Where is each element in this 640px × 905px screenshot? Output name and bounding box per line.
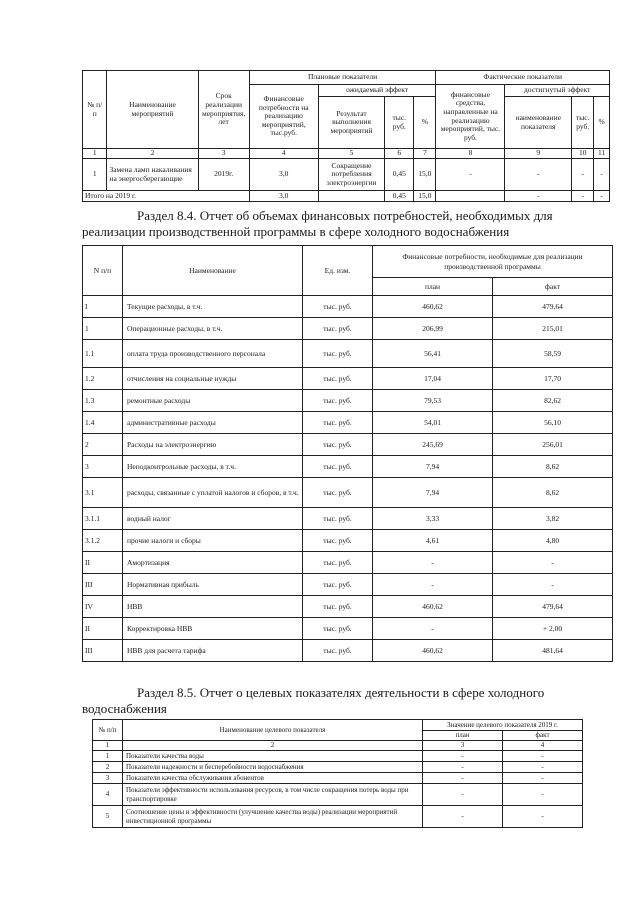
- table-row: [83, 478, 613, 508]
- header-fin-needs: Финансовые потребности на реализацию мероприятий, тыс.руб.: [249, 85, 318, 149]
- col-number: 2: [107, 149, 198, 159]
- row-num: 3.1.1: [83, 508, 123, 530]
- row-num: 3: [83, 456, 123, 478]
- section-8-4-title: Раздел 8.4. Отчет об объемах финансовых потребностей, необходимых для реализации производственной программы в сфере холодного водоснабжения: [82, 208, 553, 239]
- total-pct: 15,0: [414, 191, 436, 202]
- row-num: III: [83, 574, 123, 596]
- table-row: [93, 773, 583, 784]
- header-plan: план: [423, 731, 503, 741]
- column-numbers-row: [93, 741, 583, 751]
- row-num: IV: [83, 596, 123, 618]
- row-fact: 8,62: [493, 456, 613, 478]
- header-unit: Ед. изм.: [303, 246, 373, 296]
- header-fin-means: финансовые средства, направленные на реализацию мероприятий, тыс. руб.: [436, 85, 505, 149]
- row-plan: 245,69: [373, 434, 493, 456]
- row-num: 1: [83, 318, 123, 340]
- row-pct: 15,0: [414, 159, 436, 191]
- row-plan: -: [423, 762, 503, 773]
- row-name: Нормативная прибыль: [123, 574, 303, 596]
- col-number: 3: [198, 149, 249, 159]
- table-row: [83, 596, 613, 618]
- table-row: [93, 784, 583, 806]
- row-fact: 215,01: [493, 318, 613, 340]
- header-num: N п/п: [83, 246, 123, 296]
- row-fact: 8,62: [493, 478, 613, 508]
- row-name: отчисления на социальные нужды: [123, 368, 303, 390]
- table-row: [83, 390, 613, 412]
- row-name: Показатели качества воды: [123, 751, 423, 762]
- row-plan: 54,01: [373, 412, 493, 434]
- col-number: 11: [594, 149, 610, 159]
- row-fact: 4,80: [493, 530, 613, 552]
- row-num: 5: [93, 806, 123, 828]
- row-name: прочие налоги и сборы: [123, 530, 303, 552]
- row-fact: -: [493, 552, 613, 574]
- row-name: Текущие расходы, в т.ч.: [123, 296, 303, 318]
- header-result: Результат выполнения мероприятий: [318, 97, 385, 149]
- row-num: I: [83, 296, 123, 318]
- row-pct2: -: [594, 159, 610, 191]
- header-plan: план: [373, 278, 493, 296]
- row-fact: -: [503, 751, 583, 762]
- row-fact: -: [493, 574, 613, 596]
- row-plan: 56,41: [373, 340, 493, 368]
- row-unit: тыс. руб.: [303, 574, 373, 596]
- row-num: II: [83, 552, 123, 574]
- financial-needs-table: [82, 245, 613, 662]
- row-fin: 3,0: [249, 159, 318, 191]
- row-name: Показатели качества обслуживания абонентов: [123, 773, 423, 784]
- row-plan: 460,62: [373, 640, 493, 662]
- header-name: Наименование мероприятий: [107, 71, 198, 149]
- row-fact: 479,64: [493, 296, 613, 318]
- row-unit: тыс. руб.: [303, 434, 373, 456]
- row-fact: -: [503, 773, 583, 784]
- table-row: [93, 751, 583, 762]
- row-plan: 17,04: [373, 368, 493, 390]
- col-number: 4: [503, 741, 583, 751]
- row-plan: -: [423, 773, 503, 784]
- row-name: водный налог: [123, 508, 303, 530]
- row-num: 1.3: [83, 390, 123, 412]
- col-number: 10: [572, 149, 594, 159]
- row-num: 1.2: [83, 368, 123, 390]
- row-name: административные расходы: [123, 412, 303, 434]
- col-number: 4: [249, 149, 318, 159]
- row-fact: 56,10: [493, 412, 613, 434]
- row-num: 1: [93, 751, 123, 762]
- table-row: [83, 640, 613, 662]
- header-indicator-name: наименование показателя: [505, 97, 572, 149]
- row-unit: тыс. руб.: [303, 478, 373, 508]
- table-row: [83, 618, 613, 640]
- row-plan: -: [423, 784, 503, 806]
- row-num: 3.1.2: [83, 530, 123, 552]
- row-plan: 460,62: [373, 596, 493, 618]
- header-percent: %: [414, 97, 436, 149]
- row-num: 2: [93, 762, 123, 773]
- total-tys2: -: [572, 191, 594, 202]
- total-fin: 3,0: [249, 191, 318, 202]
- table-row: [83, 159, 610, 191]
- header-num: № п/п: [93, 720, 123, 741]
- row-num: 1.1: [83, 340, 123, 368]
- row-fact: 481,64: [493, 640, 613, 662]
- total-label: Итого на 2019 г.: [83, 191, 250, 202]
- col-number: 9: [505, 149, 572, 159]
- row-fin-means: -: [436, 159, 505, 191]
- table-row: [83, 574, 613, 596]
- row-plan: 460,62: [373, 296, 493, 318]
- table-row: [83, 368, 613, 390]
- col-number: 1: [93, 741, 123, 751]
- row-unit: тыс. руб.: [303, 318, 373, 340]
- col-number: 8: [436, 149, 505, 159]
- row-name: Операционные расходы, в т.ч.: [123, 318, 303, 340]
- row-name: ремонтные расходы: [123, 390, 303, 412]
- row-unit: тыс. руб.: [303, 368, 373, 390]
- row-name: Показатели надежности и бесперебойности водоснабжения: [123, 762, 423, 773]
- row-name: Соотношение цены и эффективности (улучшение качества воды) реализации мероприятий инвестиционной программы: [123, 806, 423, 828]
- table-row: [93, 762, 583, 773]
- row-name: оплата труда производственного персонала: [123, 340, 303, 368]
- table-row: [83, 412, 613, 434]
- row-name: Корректировка НВВ: [123, 618, 303, 640]
- row-num: 1.4: [83, 412, 123, 434]
- header-fact: факт: [503, 731, 583, 741]
- col-number: 2: [123, 741, 423, 751]
- row-unit: тыс. руб.: [303, 618, 373, 640]
- row-fact: 3,82: [493, 508, 613, 530]
- row-num: 3.1: [83, 478, 123, 508]
- table-row: [83, 552, 613, 574]
- measures-table: [82, 70, 610, 202]
- row-plan: 3,33: [373, 508, 493, 530]
- row-term: 2019г.: [198, 159, 249, 191]
- total-indicator: -: [505, 191, 572, 202]
- row-fact: 58,59: [493, 340, 613, 368]
- header-name: Наименование целевого показателя: [123, 720, 423, 741]
- row-num: II: [83, 618, 123, 640]
- table-row: [83, 340, 613, 368]
- header-tys-rub: тыс. руб.: [385, 97, 414, 149]
- row-fact: 17,70: [493, 368, 613, 390]
- column-numbers-row: [83, 149, 610, 159]
- row-name: Амортизация: [123, 552, 303, 574]
- row-tys2: -: [572, 159, 594, 191]
- row-name: Расходы на электроэнергию: [123, 434, 303, 456]
- table-row: [83, 318, 613, 340]
- col-number: 1: [83, 149, 107, 159]
- header-fact: факт: [493, 278, 613, 296]
- header-name: Наименование: [123, 246, 303, 296]
- row-plan: -: [423, 751, 503, 762]
- total-tys: 0,45: [385, 191, 414, 202]
- total-fin-means: [436, 191, 505, 202]
- row-unit: тыс. руб.: [303, 390, 373, 412]
- row-plan: -: [373, 552, 493, 574]
- col-number: 7: [414, 149, 436, 159]
- header-planned-group: Плановые показатели: [249, 71, 436, 85]
- row-fact: 479,64: [493, 596, 613, 618]
- row-num: 2: [83, 434, 123, 456]
- row-tys: 0,45: [385, 159, 414, 191]
- header-expected-effect: ожидаемый эффект: [318, 85, 436, 97]
- section-8-5-title: Раздел 8.5. Отчет о целевых показателях деятельности в сфере холодного водоснабжения: [82, 685, 545, 716]
- row-plan: 7,94: [373, 478, 493, 508]
- row-unit: тыс. руб.: [303, 340, 373, 368]
- row-name: расходы, связанные с уплатой налогов и сборов, в т.ч.: [123, 478, 303, 508]
- row-plan: -: [373, 618, 493, 640]
- row-plan: 4,61: [373, 530, 493, 552]
- row-num: 1: [83, 159, 107, 191]
- table-row: [83, 456, 613, 478]
- row-unit: тыс. руб.: [303, 530, 373, 552]
- row-plan: -: [423, 806, 503, 828]
- row-num: 3: [93, 773, 123, 784]
- row-fact: -: [503, 784, 583, 806]
- table-row: [83, 508, 613, 530]
- header-value-group: Значение целевого показателя 2019 г.: [423, 720, 583, 731]
- row-unit: тыс. руб.: [303, 296, 373, 318]
- row-name: НВВ для расчета тарифа: [123, 640, 303, 662]
- header-fin-group: Финансовые потребности, необходимые для реализации производственной программы: [373, 246, 613, 278]
- row-num: III: [83, 640, 123, 662]
- header-term: Срок реализации мероприятия, лет: [198, 71, 249, 149]
- col-number: 6: [385, 149, 414, 159]
- table-row: [83, 434, 613, 456]
- row-unit: тыс. руб.: [303, 640, 373, 662]
- header-actual-group: Фактические показатели: [436, 71, 610, 85]
- row-name: Неподконтрольные расходы, в т.ч.: [123, 456, 303, 478]
- row-plan: -: [373, 574, 493, 596]
- row-unit: тыс. руб.: [303, 508, 373, 530]
- row-indicator: -: [505, 159, 572, 191]
- col-number: 5: [318, 149, 385, 159]
- col-number: 3: [423, 741, 503, 751]
- header-tys-rub-2: тыс. руб.: [572, 97, 594, 149]
- total-result: [318, 191, 385, 202]
- row-fact: 82,62: [493, 390, 613, 412]
- total-row: [83, 191, 610, 202]
- header-achieved-effect: достигнутый эффект: [505, 85, 610, 97]
- table-row: [83, 296, 613, 318]
- row-fact: -: [503, 762, 583, 773]
- row-unit: тыс. руб.: [303, 456, 373, 478]
- row-result: Сокращение потребления электроэнергии: [318, 159, 385, 191]
- header-percent-2: %: [594, 97, 610, 149]
- row-name: НВВ: [123, 596, 303, 618]
- table-row: [93, 806, 583, 828]
- row-name: Показатели эффективности использования ресурсов, в том числе сокращения потерь воды при транспортировке: [123, 784, 423, 806]
- row-fact: -: [503, 806, 583, 828]
- header-num: № п/ п: [83, 71, 107, 149]
- row-unit: тыс. руб.: [303, 412, 373, 434]
- row-fact: 256,01: [493, 434, 613, 456]
- total-pct2: -: [594, 191, 610, 202]
- target-indicators-table: [92, 719, 583, 828]
- row-plan: 7,94: [373, 456, 493, 478]
- row-name: Замена ламп накаливания на энергосберегающие: [107, 159, 198, 191]
- row-unit: тыс. руб.: [303, 552, 373, 574]
- row-plan: 79,53: [373, 390, 493, 412]
- row-unit: тыс. руб.: [303, 596, 373, 618]
- row-plan: 206,99: [373, 318, 493, 340]
- table-row: [83, 530, 613, 552]
- row-num: 4: [93, 784, 123, 806]
- row-fact: + 2,00: [493, 618, 613, 640]
